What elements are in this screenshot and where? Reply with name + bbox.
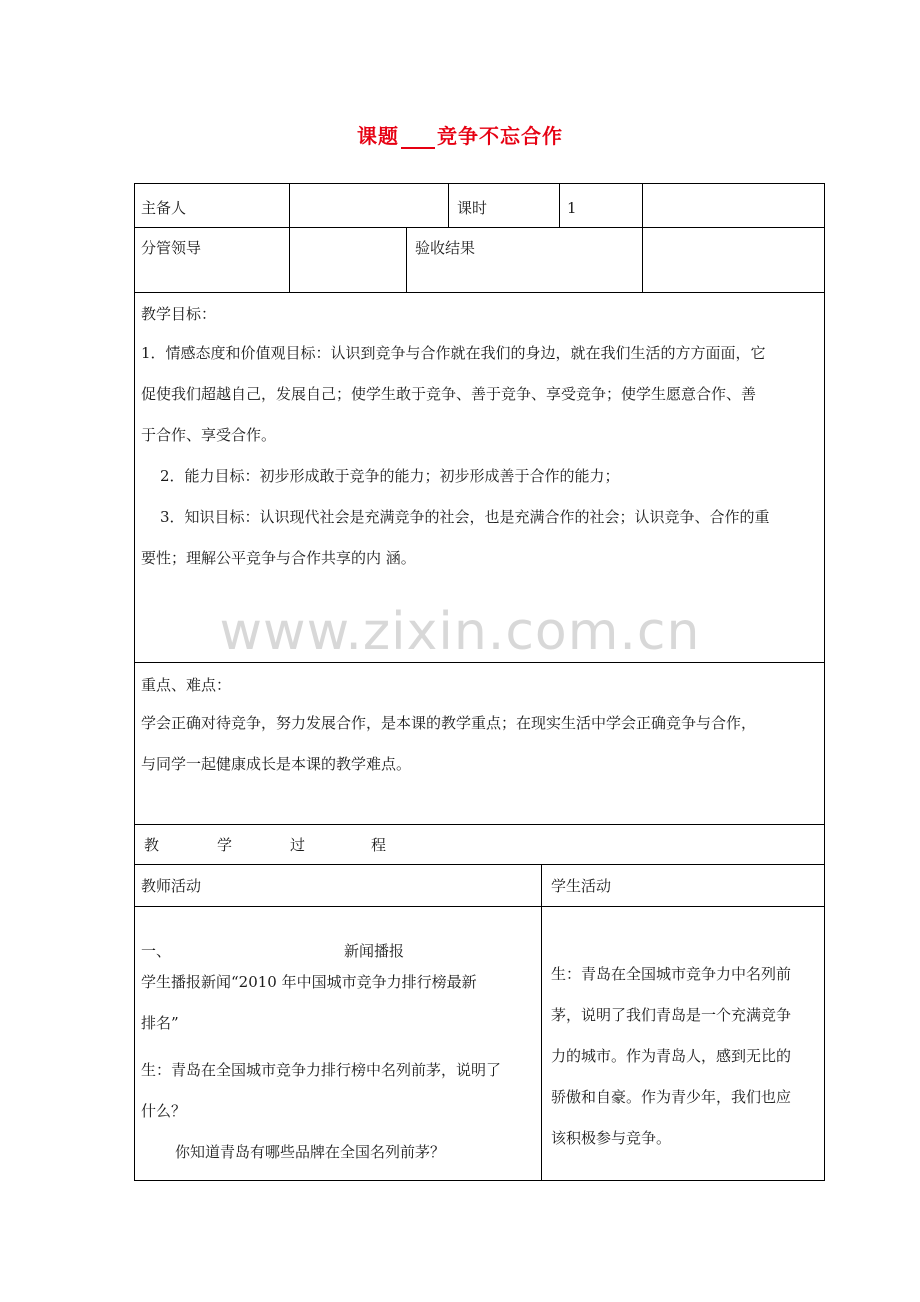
process-char-4: 程 bbox=[371, 836, 387, 854]
objective-1-line3: 于合作、享受合作。 bbox=[141, 426, 277, 444]
table-divider bbox=[289, 227, 290, 292]
table-divider bbox=[559, 183, 560, 227]
teacher-activity-header: 教师活动 bbox=[141, 877, 202, 895]
objective-3-line1: 3．知识目标：认识现代社会是充满竞争的社会，也是充满合作的社会；认识竞争、合作的重 bbox=[160, 508, 770, 526]
process-char-1: 教 bbox=[144, 836, 160, 854]
leader-label: 分管领导 bbox=[141, 239, 202, 257]
teacher-line: 学生播报新闻“2010 年中国城市竞争力排行榜最新 bbox=[141, 973, 477, 991]
student-line: 该积极参与竞争。 bbox=[551, 1129, 672, 1147]
watermark: www.zixin.com.cn bbox=[219, 602, 701, 662]
key-points-line2: 与同学一起健康成长是本课的教学难点。 bbox=[141, 755, 412, 773]
process-char-3: 过 bbox=[290, 836, 306, 854]
table-rule bbox=[134, 864, 825, 865]
table-border-top bbox=[134, 183, 825, 184]
title-main: 竞争不忘合作 bbox=[437, 124, 563, 148]
teacher-line: 生：青岛在全国城市竞争力排行榜中名列前茅，说明了 bbox=[141, 1061, 502, 1079]
teacher-line: 什么？ bbox=[141, 1102, 187, 1120]
table-border-right bbox=[824, 183, 825, 1181]
section-title: 新闻播报 bbox=[344, 942, 405, 960]
table-rule bbox=[134, 227, 825, 228]
student-line: 生：青岛在全国城市竞争力中名列前 bbox=[551, 965, 792, 983]
table-border-left bbox=[134, 183, 135, 1181]
period-label: 课时 bbox=[457, 199, 488, 217]
objective-2: 2．能力目标：初步形成敢于竞争的能力；初步形成善于合作的能力； bbox=[160, 467, 620, 485]
process-char-2: 学 bbox=[217, 836, 233, 854]
document-title bbox=[0, 120, 920, 149]
title-prefix: 课题 bbox=[357, 124, 399, 148]
table-divider bbox=[448, 183, 449, 227]
objective-1-line2: 促使我们超越自己，发展自己；使学生敢于竞争、善于竞争、享受竞争；使学生愿意合作、善 bbox=[141, 385, 757, 403]
teacher-line: 你知道青岛有哪些品牌在全国名列前茅？ bbox=[175, 1143, 446, 1161]
title-underline-blank bbox=[401, 129, 435, 149]
table-rule bbox=[134, 292, 825, 293]
table-rule bbox=[134, 662, 825, 663]
table-divider bbox=[289, 183, 290, 227]
table-divider bbox=[541, 864, 542, 1180]
key-points-line1: 学会正确对待竞争，努力发展合作，是本课的教学重点；在现实生活中学会正确竞争与合作， bbox=[141, 714, 757, 732]
student-activity-header: 学生活动 bbox=[551, 877, 612, 895]
section-number: 一、 bbox=[141, 942, 172, 960]
table-divider bbox=[406, 227, 407, 292]
objectives-heading: 教学目标： bbox=[141, 305, 217, 323]
preparer-label: 主备人 bbox=[141, 199, 187, 217]
objective-1-line1: 1．情感态度和价值观目标：认识到竞争与合作就在我们的身边，就在我们生活的方方面面，它 bbox=[141, 344, 766, 362]
check-result-label: 验收结果 bbox=[415, 239, 476, 257]
teacher-line: 排名” bbox=[141, 1014, 179, 1032]
student-line: 力的城市。作为青岛人，感到无比的 bbox=[551, 1047, 792, 1065]
table-rule bbox=[134, 824, 825, 825]
objective-3-line2: 要性；理解公平竞争与合作共享的内 涵。 bbox=[141, 549, 416, 567]
period-value: 1 bbox=[567, 199, 577, 217]
table-border-bottom bbox=[134, 1180, 825, 1181]
student-line: 骄傲和自豪。作为青少年，我们也应 bbox=[551, 1088, 792, 1106]
student-line: 茅，说明了我们青岛是一个充满竞争 bbox=[551, 1006, 792, 1024]
key-points-heading: 重点、难点： bbox=[141, 676, 232, 694]
table-rule bbox=[134, 906, 825, 907]
table-divider bbox=[642, 183, 643, 293]
